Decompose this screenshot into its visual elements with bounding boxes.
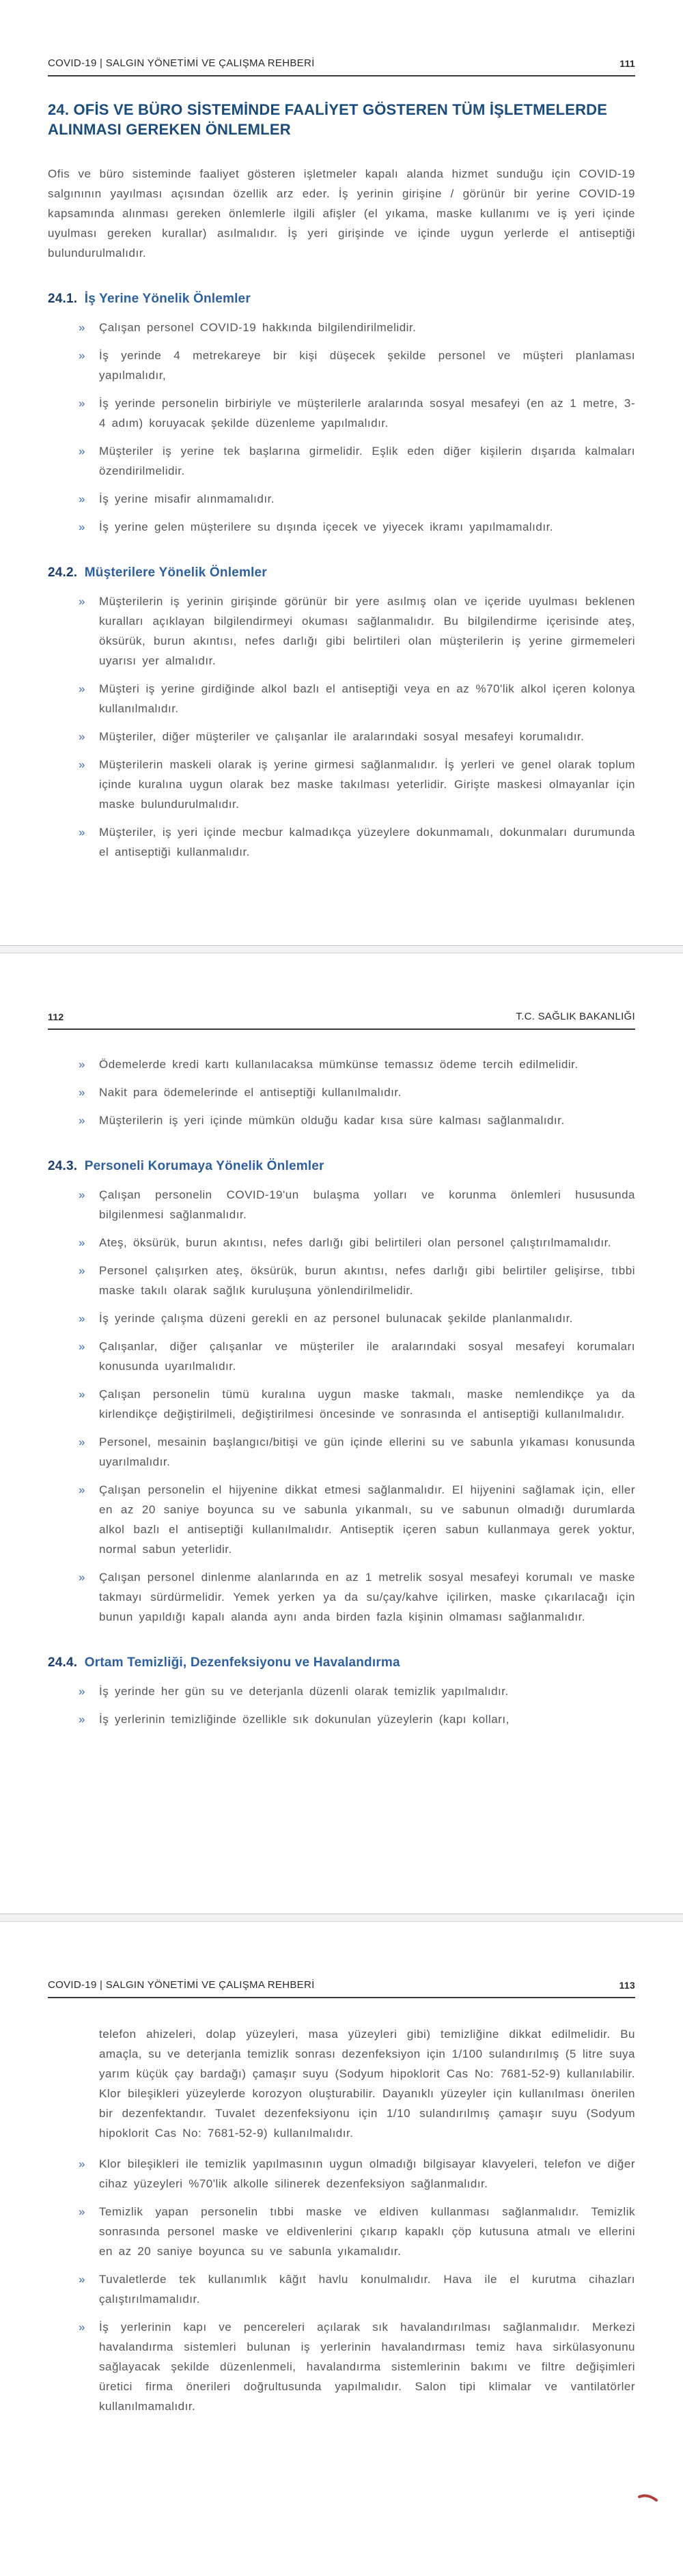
subsection-24-4-list [48, 1681, 635, 1729]
subsection-number: 24.1. [48, 292, 78, 307]
chevron-bullet-icon: » [79, 1340, 85, 1353]
chevron-bullet-icon: » [79, 1188, 85, 1201]
page-112 [0, 953, 683, 1914]
list-item-text: Çalışan personelin tümü kuralına uygun maske takmalı, maske nemlendikçe ya da kirlendikçe değiştirilmeli, değiştirilmesi öncesinde ve sonrasında el antiseptiği kullanılmalıdır. [99, 1388, 635, 1420]
list-item [48, 2154, 635, 2194]
list-item-text: Çalışan personel dinlenme alanlarında en az 1 metrelik sosyal mesafeyi korumalı ve maske takmayı sürdürmelidir. Yemek yerken ya da su/çay/kahve içilirken, maske çıkarılacağı için bunun yapıldığı kapalı alanda aynı anda birden fazla kişinin olmaması sağlanmalıdır. [99, 1571, 635, 1623]
list-item [48, 1233, 635, 1252]
list-item [48, 1110, 635, 1130]
page-number: 111 [619, 58, 635, 69]
header-title: COVID-19 | SALGIN YÖNETİMİ VE ÇALIŞMA REHBERİ [48, 57, 315, 69]
list-item-text: Çalışan personelin COVID-19'un bulaşma yolları ve korunma önlemleri hususunda bilgilenmesi sağlanmalıdır. [99, 1188, 635, 1221]
chevron-bullet-icon: » [79, 397, 85, 410]
list-item [48, 1384, 635, 1424]
list-item-text: Nakit para ödemelerinde el antiseptiği kullanılmalıdır. [99, 1086, 402, 1099]
continued-list-item-text: telefon ahizeleri, dolap yüzeyleri, masa yüzeyleri gibi) temizliğine dikkat edilmelidir. Bu amaçla, su ve deterjanla temizlik sonrası dezenfeksiyon için 1/100 sulandırılmış (5 litre suya yarım küçük çay bardağı) çamaşır suyu (Sodyum hipoklorit Cas No: 7681-52-9) kullanılabilir. Klor bileşikleri yüzeylerde korozyon oluşturabilir. Dayanıklı yüzeyler için kullanılması önerilen bir dezenfektandır. Tuvalet dezenfeksiyonu için 1/10 sulandırılmış çamaşır suyu (Sodyum hipoklorit Cas No: 7681-52-9) kullanılmalıdır. [99, 2028, 635, 2140]
list-item-text: Ateş, öksürük, burun akıntısı, nefes darlığı gibi belirtileri olan personel çalıştırılmamalıdır. [99, 1236, 612, 1249]
chevron-bullet-icon: » [79, 1086, 85, 1099]
chevron-bullet-icon: » [79, 1436, 85, 1448]
list-item [48, 1432, 635, 1472]
list-item [48, 393, 635, 433]
subsection-24-3-list [48, 1185, 635, 1627]
chevron-bullet-icon: » [79, 2205, 85, 2218]
list-item [48, 1709, 635, 1729]
chevron-bullet-icon: » [79, 682, 85, 696]
list-item-text: Müşterilerin iş yeri içinde mümkün olduğu kadar kısa süre kalması sağlanmalıdır. [99, 1114, 565, 1127]
subsection-24-1-heading [48, 292, 635, 307]
list-item-text-truncated: İş yerlerinin temizliğinde özellikle sık dokunulan yüzeylerin (kapı kolları, [99, 1713, 510, 1726]
subsection-24-2-heading [48, 565, 635, 580]
list-item-text: İş yerinde çalışma düzeni gerekli en az personel bulunacak şekilde planlanmalıdır. [99, 1312, 574, 1325]
page-113-header [48, 1922, 635, 1998]
list-item-text: İş yerinde 4 metrekareye bir kişi düşecek şekilde personel ve müşteri planlaması yapılmalıdır, [99, 349, 635, 382]
list-item [48, 1336, 635, 1376]
list-item [48, 1185, 635, 1224]
subsection-24-2-list [48, 591, 635, 862]
list-item-text: Klor bileşikleri ile temizlik yapılmasının uygun olmadığı bilgisayar klavyeleri, telefon ve diğer cihaz yüzeyleri %70'lik alkolle silinerek dezenfeksiyon sağlanmalıdır. [99, 2157, 635, 2190]
list-item-text: İş yerine misafir alınmamalıdır. [99, 492, 275, 506]
page-112-header [48, 953, 635, 1030]
list-item-text: Müşteriler, iş yeri içinde mecbur kalmadıkça yüzeylere dokunmamalı, dokunmaları durumunda el antiseptiği kullanmalıdır. [99, 826, 635, 859]
chevron-bullet-icon: » [79, 520, 85, 534]
list-item-text: Çalışan personel COVID-19 hakkında bilgilendirilmelidir. [99, 321, 417, 335]
list-item [48, 1567, 635, 1627]
list-item-text: Personel çalışırken ateş, öksürük, burun akıntısı, nefes darlığı gibi belirtiler gelişirse, tıbbi maske takılı olarak sağlık kuruluşuna yönlendirilmelidir. [99, 1264, 635, 1297]
chevron-bullet-icon: » [79, 1236, 85, 1249]
list-item-text: İş yerine gelen müşterilere su dışında içecek ve yiyecek ikramı yapılmamalıdır. [99, 520, 554, 534]
list-item [48, 1054, 635, 1074]
list-item [48, 679, 635, 718]
chevron-bullet-icon: » [79, 1483, 85, 1496]
list-item [48, 1082, 635, 1102]
list-item [48, 489, 635, 509]
list-item [48, 1480, 635, 1559]
list-item-text: Müşteriler iş yerine tek başlarına girmelidir. Eşlik eden diğer kişilerin dışarıda kalmaları özendirilmelidir. [99, 445, 635, 478]
list-item [48, 1261, 635, 1300]
list-item-text: Müşterilerin maskeli olarak iş yerine girmesi sağlanmalıdır. İş yerleri ve genel olarak toplum içinde kuralına uygun olarak bez maske takılması yeterlidir. Girişte maskesi olmayanlar için maske bulundurulmalıdır. [99, 758, 635, 811]
page-111-header [48, 0, 635, 76]
subsection-number: 24.3. [48, 1159, 78, 1173]
chevron-bullet-icon: » [79, 492, 85, 506]
chevron-bullet-icon: » [79, 1571, 85, 1584]
list-item [48, 441, 635, 481]
list-item [48, 517, 635, 537]
chevron-bullet-icon: » [79, 2157, 85, 2170]
red-swoosh-decoration [638, 2493, 658, 2504]
list-item-text: İş yerinde personelin birbiriyle ve müşterilerle aralarında sosyal mesafeyi (en az 1 metre, 3-4 adım) koruyacak şekilde düzenleme yapılmalıdır. [99, 397, 635, 430]
chevron-bullet-icon: » [79, 1388, 85, 1401]
page-separator [0, 1914, 683, 1922]
page-separator [0, 945, 683, 953]
header-ministry: T.C. SAĞLIK BAKANLIĞI [516, 1011, 635, 1022]
chevron-bullet-icon: » [79, 730, 85, 744]
chevron-bullet-icon: » [79, 321, 85, 335]
chevron-bullet-icon: » [79, 595, 85, 608]
page-111 [0, 0, 683, 945]
list-item-text: Müşteriler, diğer müşteriler ve çalışanlar ile aralarındaki sosyal mesafeyi korumalıdır. [99, 730, 585, 744]
chevron-bullet-icon: » [79, 826, 85, 839]
chevron-bullet-icon: » [79, 1685, 85, 1698]
section-24-title: 24. OFİS VE BÜRO SİSTEMİNDE FAALİYET GÖSTEREN TÜM İŞLETMELERDE ALINMASI GEREKEN ÖNLEMLER [48, 101, 608, 139]
list-item [48, 346, 635, 385]
list-item [48, 2269, 635, 2309]
subsection-24-4-heading [48, 1655, 635, 1670]
list-item-text: Çalışan personelin el hijyenine dikkat etmesi sağlanmalıdır. El hijyenini sağlamak için, eller en az 20 saniye boyunca su ve sabunla yıkanmalı, su ve sabunun olmadığı durumlarda alkol bazlı el antiseptiği kullanılmalıdır. Antiseptik içeren sabun kullanmaya gerek yoktur, normal sabun yeterlidir. [99, 1483, 635, 1556]
chevron-bullet-icon: » [79, 1114, 85, 1127]
subsection-title: İş Yerine Yönelik Önlemler [84, 292, 251, 307]
chevron-bullet-icon: » [79, 2273, 85, 2286]
list-item [48, 591, 635, 671]
list-item [48, 1681, 635, 1701]
chevron-bullet-icon: » [79, 445, 85, 458]
subsection-number: 24.2. [48, 565, 78, 580]
list-item [48, 2202, 635, 2261]
list-item-text: Personel, mesainin başlangıcı/bitişi ve gün içinde ellerini su ve sabunla yıkaması konusunda uyarılmalıdır. [99, 1436, 635, 1468]
chevron-bullet-icon: » [79, 758, 85, 772]
list-item [48, 1308, 635, 1328]
page-number: 113 [619, 1980, 635, 1991]
list-item-text: Çalışanlar, diğer çalışanlar ve müşteriler ile aralarındaki sosyal mesafeyi korumaları konusunda uyarılmalıdır. [99, 1340, 635, 1373]
list-item-text: Ödemelerde kredi kartı kullanılacaksa mümkünse temassız ödeme tercih edilmelidir. [99, 1058, 579, 1071]
list-item [48, 2317, 635, 2416]
chevron-bullet-icon: » [79, 1312, 85, 1325]
list-item [48, 755, 635, 814]
subsection-24-4-list-continued [48, 2154, 635, 2416]
page-number: 112 [48, 1011, 64, 1022]
list-item-text: Müşteri iş yerine girdiğinde alkol bazlı el antiseptiği veya en az %70'lik alkol içeren kolonya kullanılmalıdır. [99, 682, 635, 716]
chevron-bullet-icon: » [79, 1264, 85, 1277]
list-item [48, 727, 635, 746]
list-item [48, 318, 635, 337]
intro-paragraph: Ofis ve büro sisteminde faaliyet gösteren işletmeler kapalı alanda hizmet sunduğu için COVID-19 salgınının yayılması açısından özellik arz eder. İş yerinin girişine / görünür bir yerine COVID-19 kapsamında alınması gereken önlemlerle ilgili afişler (el yıkama, maske kullanımı ve iş yeri içinde uyulması gereken kurallar) asılmalıdır. İş yeri girişinde ve içinde uygun yerlerde el antiseptiği bulundurulmalıdır. [48, 167, 635, 260]
subsection-title: Müşterilere Yönelik Önlemler [84, 565, 267, 580]
list-item-text: İş yerinde her gün su ve deterjanla düzenli olarak temizlik yapılmalıdır. [99, 1685, 509, 1698]
chevron-bullet-icon: » [79, 1713, 85, 1726]
subsection-24-3-heading [48, 1159, 635, 1174]
subsection-number: 24.4. [48, 1655, 78, 1670]
subsection-title: Ortam Temizliği, Dezenfeksiyonu ve Havalandırma [84, 1655, 400, 1670]
chevron-bullet-icon: » [79, 1058, 85, 1071]
list-item-text: Müşterilerin iş yerinin girişinde görünür bir yere asılmış olan ve içeride uyulması beklenen kuralları açıklayan bilgilendirmeyi okuması sağlanmalıdır. Bu bilgilendirme içerisinde ateş, öksürük, burun akıntısı, nefes darlığı gibi belirtileri olan müşterilerin iş yerine girmemeleri uyarısı yer almalıdır. [99, 595, 635, 668]
list-item-text: İş yerlerinin kapı ve pencereleri açılarak sık havalandırılması sağlanmalıdır. Merkezi havalandırma sistemleri bulunan iş yerlerinin havalandırması temiz hava sirkülasyonunu sağlayacak şekilde düzenlenmeli, havalandırma sistemlerinin bakımı ve filtre değişimleri üretici firma önerileri doğrultusunda yapılmalıdır. Salon tipi klimalar ve vantilatörler kullanılmamalıdır. [99, 2321, 635, 2413]
page-113 [0, 1922, 683, 2576]
subsection-title: Personeli Korumaya Yönelik Önlemler [84, 1159, 324, 1173]
subsection-24-1-list [48, 318, 635, 537]
list-item-text: Temizlik yapan personelin tıbbi maske ve eldiven kullanması sağlanmalıdır. Temizlik sonrasında personel maske ve eldivenlerini çıkarıp kapaklı çöp kutusuna atmalı ve ellerini en az 20 saniye boyunca su ve sabunla yıkamalıdır. [99, 2205, 635, 2258]
header-title: COVID-19 | SALGIN YÖNETİMİ VE ÇALIŞMA REHBERİ [48, 1979, 315, 1991]
subsection-24-2-list-continued [48, 1054, 635, 1130]
chevron-bullet-icon: » [79, 349, 85, 363]
chevron-bullet-icon: » [79, 2321, 85, 2334]
list-item [48, 822, 635, 862]
list-item-text: Tuvaletlerde tek kullanımlık kâğıt havlu konulmalıdır. Hava ile el kurutma cihazları çalıştırılmamalıdır. [99, 2273, 635, 2306]
